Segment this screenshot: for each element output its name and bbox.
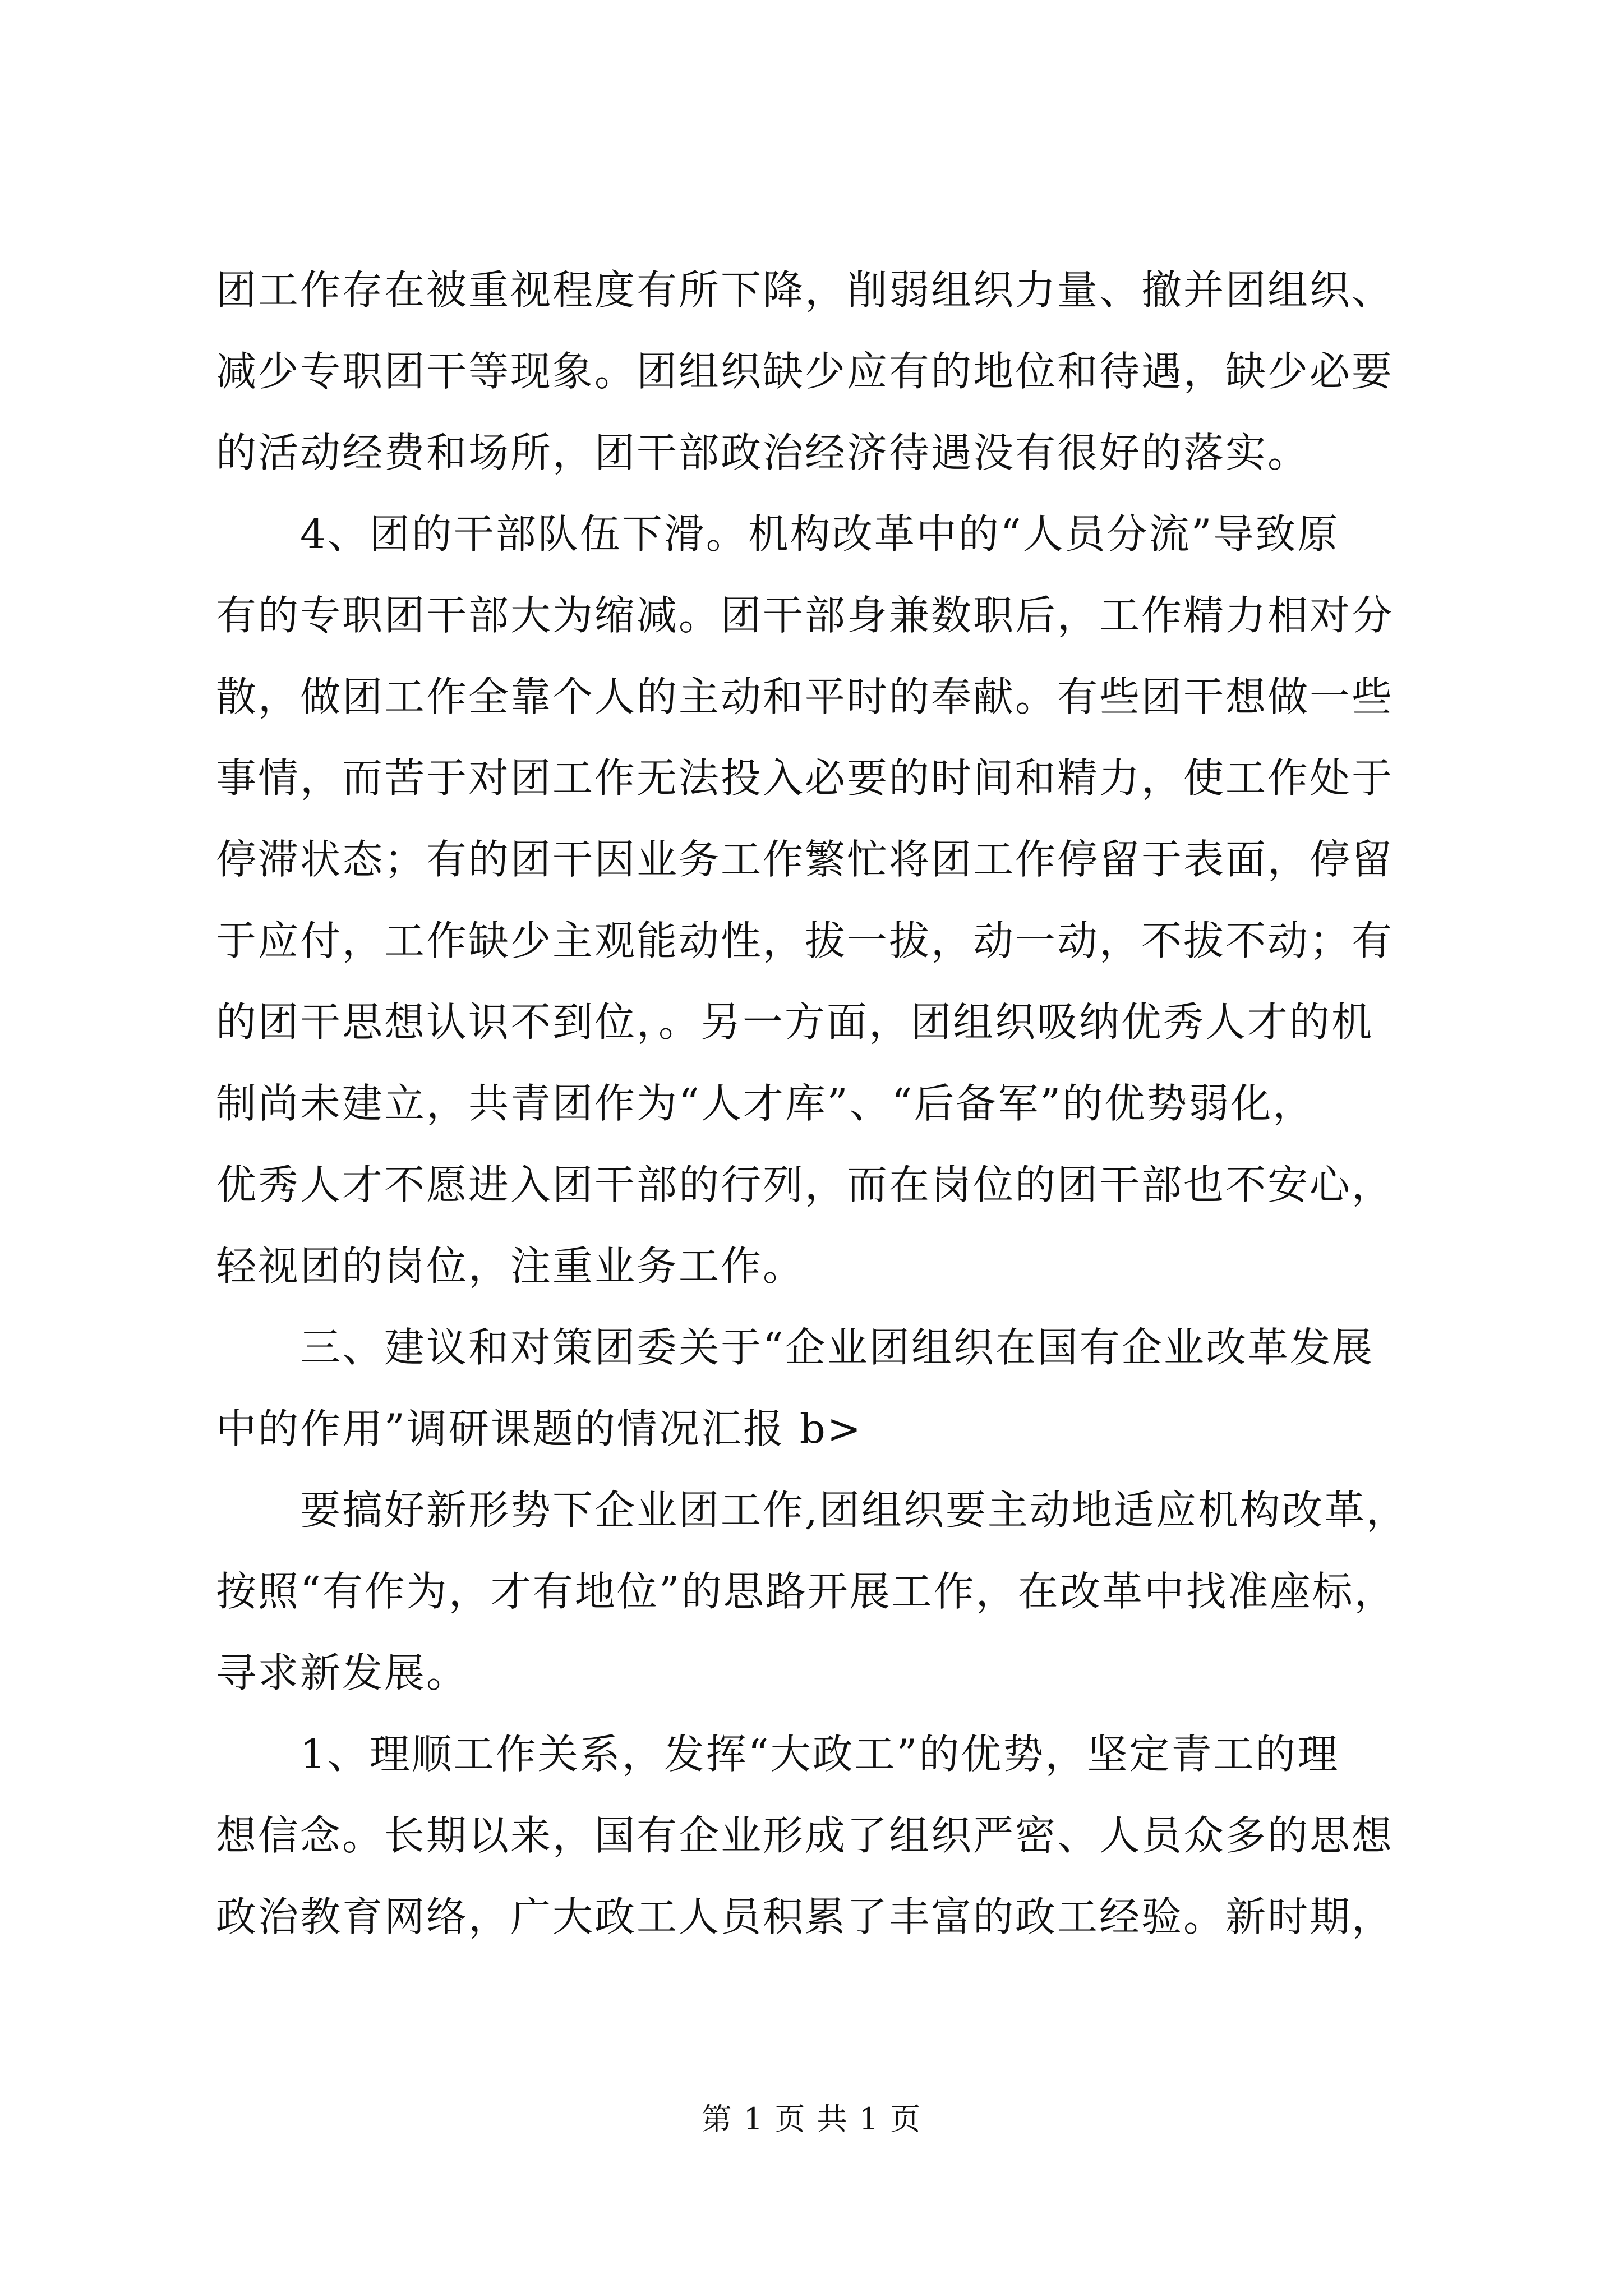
paragraph bbox=[216, 1714, 1416, 1958]
text-line: 三、建议和对策团委关于“企业团组织在国有企业改革发展 bbox=[300, 1324, 1374, 1371]
text-line: 团工作存在被重视程度有所下降，削弱组织力量、撤并团组织、 bbox=[216, 266, 1394, 314]
text-line: 想信念。长期以来，国有企业形成了组织严密、人员众多的思想 bbox=[216, 1812, 1394, 1859]
text-line: 的活动经费和场所，团干部政治经济待遇没有很好的落实。 bbox=[216, 429, 1310, 476]
text-line: 事情，而苦于对团工作无法投入必要的时间和精力，使工作处于 bbox=[216, 754, 1394, 802]
text-line: 优秀人才不愿进入团干部的行列，而在岗位的团干部也不安心， bbox=[216, 1161, 1394, 1208]
text-line: 要搞好新形势下企业团工作,团组织要主动地适应机构改革， bbox=[300, 1487, 1408, 1534]
text-line: 有的专职团干部大为缩减。团干部身兼数职后，工作精力相对分 bbox=[216, 592, 1394, 639]
text-line: 制尚未建立，共青团作为“人才库”、“后备军”的优势弱化， bbox=[216, 1080, 1315, 1127]
paragraph bbox=[216, 250, 1416, 494]
text-line: 减少专职团干等现象。团组织缺少应有的地位和待遇，缺少必要 bbox=[216, 348, 1394, 395]
text-line: 按照“有作为，才有地位”的思路开展工作，在改革中找准座标， bbox=[216, 1568, 1396, 1615]
page-footer: 第 1 页 共 1 页 bbox=[701, 2101, 922, 2137]
text-line: 4、团的干部队伍下滑。机构改革中的“人员分流”导致原 bbox=[300, 510, 1340, 558]
text-line: 停滞状态；有的团干因业务工作繁忙将团工作停留于表面，停留 bbox=[216, 836, 1394, 883]
paragraph bbox=[216, 1470, 1416, 1714]
text-line: 于应付，工作缺少主观能动性，拔一拔，动一动，不拔不动；有 bbox=[216, 917, 1394, 964]
text-line: 散，做团工作全靠个人的主动和平时的奉献。有些团干想做一些 bbox=[216, 673, 1394, 720]
text-line: 中的作用”调研课题的情况汇报 b> bbox=[216, 1405, 863, 1452]
text-line: 的团干思想认识不到位，。另一方面，团组织吸纳优秀人才的机 bbox=[216, 999, 1374, 1046]
paragraph bbox=[216, 1307, 1416, 1470]
text-line: 轻视团的岗位，注重业务工作。 bbox=[216, 1243, 805, 1290]
body-text bbox=[216, 250, 1416, 1958]
text-line: 1、理顺工作关系，发挥“大政工”的优势，坚定青工的理 bbox=[300, 1731, 1340, 1778]
text-line: 政治教育网络，广大政工人员积累了丰富的政工经验。新时期， bbox=[216, 1893, 1394, 1940]
text-line: 寻求新发展。 bbox=[216, 1649, 469, 1696]
paragraph bbox=[216, 494, 1416, 1307]
